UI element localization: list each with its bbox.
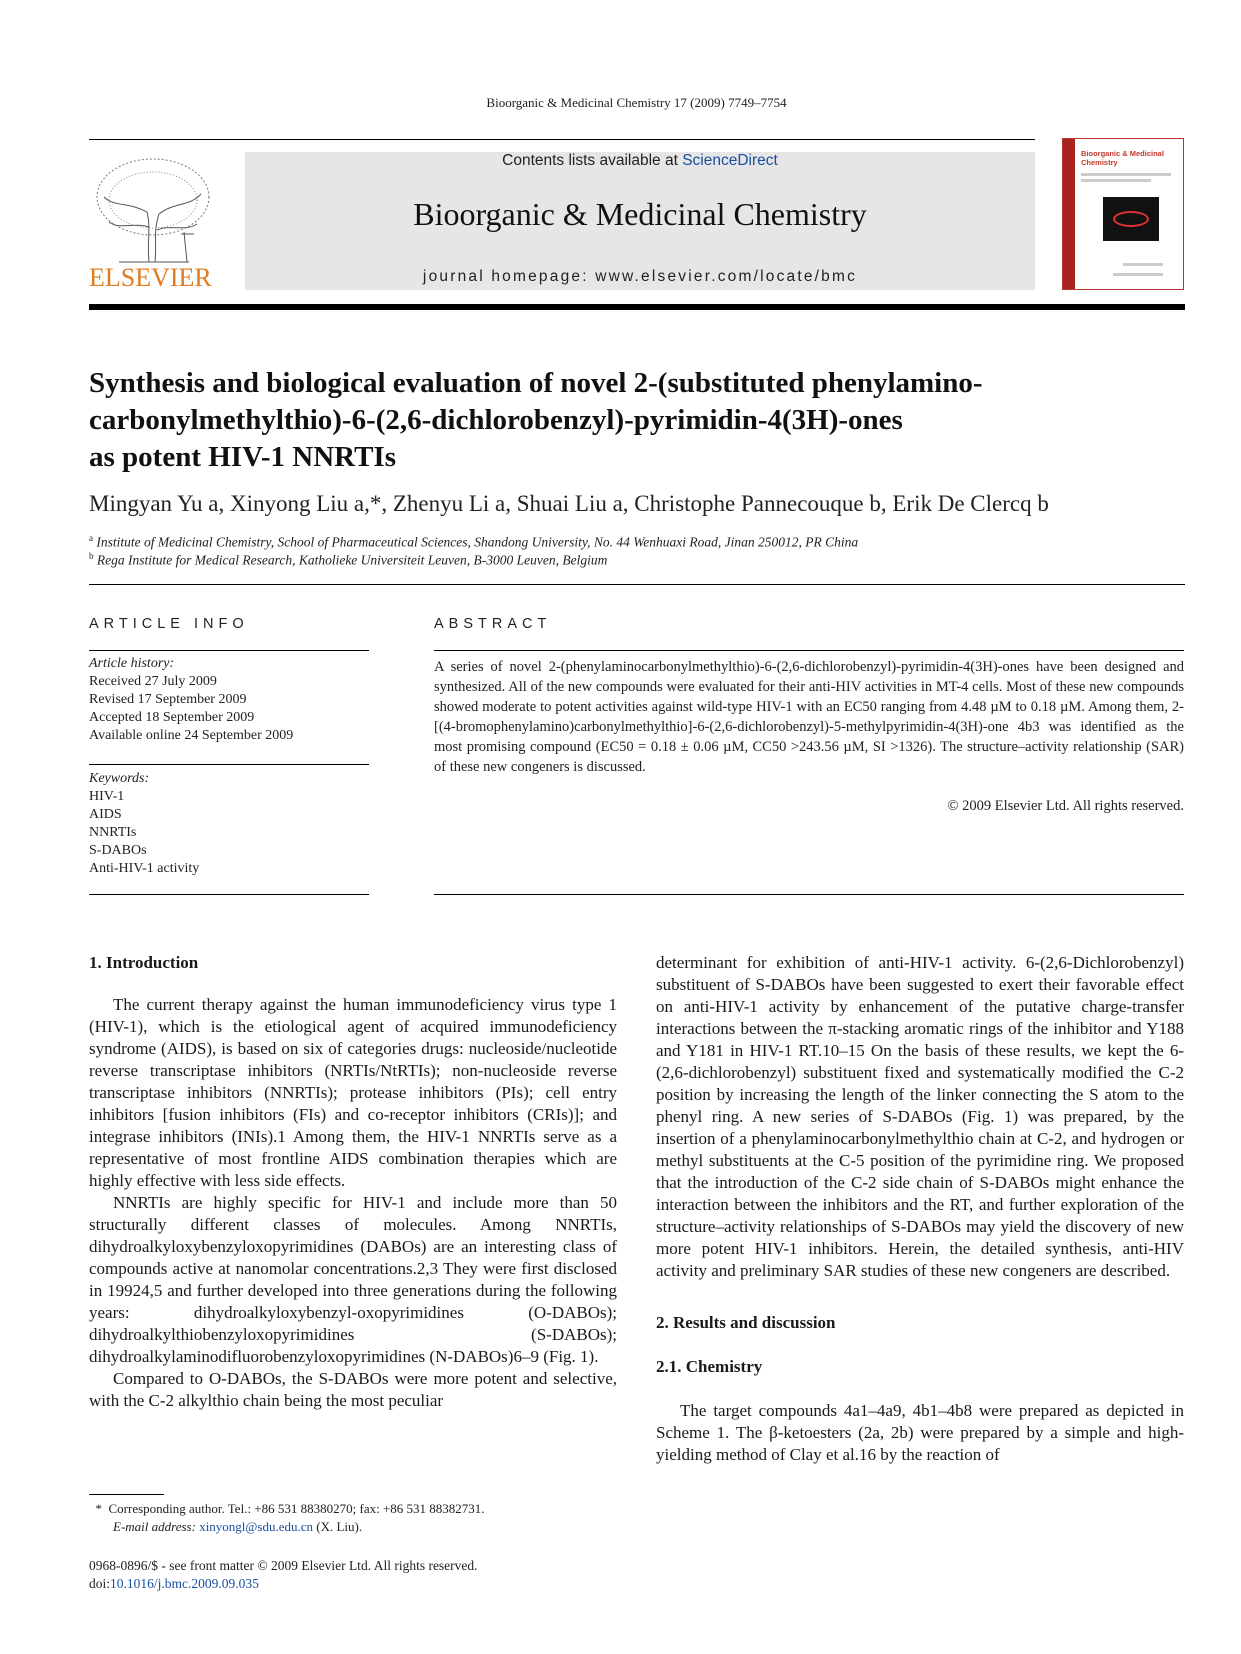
corresponding-author-note: * Corresponding author. Tel.: +86 531 88380270; fax: +86 531 88382731. E-mail address: xinyongl@sdu.edu.cn (X. Liu).	[89, 1501, 485, 1534]
article-title: Synthesis and biological evaluation of novel 2-(substituted phenylamino- carbonylmethylthio)-6-(2,6-dichlorobenzyl)-pyrimidin-4(3H)-ones as potent HIV-1 NNRTIs	[89, 367, 983, 473]
keyword: HIV-1	[89, 789, 125, 804]
issn-doi-footer: 0968-0896/$ - see front matter © 2009 Elsevier Ltd. All rights reserved. doi:10.1016/j.bmc.2009.09.035	[89, 1558, 478, 1591]
doi-link[interactable]: 10.1016/j.bmc.2009.09.035	[110, 1576, 259, 1591]
author-list: Mingyan Yu a, Xinyong Liu a,*, Zhenyu Li a, Shuai Liu a, Christophe Pannecouque b, Erik De Clercq b	[89, 491, 1049, 516]
keyword: AIDS	[89, 807, 122, 822]
publisher-name: ELSEVIER	[89, 263, 212, 292]
left-column	[89, 952, 617, 1412]
email-link[interactable]: xinyongl@sdu.edu.cn	[199, 1519, 313, 1534]
affiliation-b: $^b$ Rega Institute for Medical Research, Katholieke Universiteit Leuven, B-3000 Leuven, Belgium	[89, 551, 608, 568]
header-thick-rule	[89, 304, 1185, 310]
abstract-text: A series of novel 2-(phenylaminocarbonylmethylthio)-6-(2,6-dichlorobenzyl)-pyrimidin-4(3H)-ones have been designed and synthesized. All of the new compounds were evaluated for their anti-HIV activities in MT-4 cells. Most of these new compounds showed moderate to potent activities against wild-type HIV-1 with an EC50 ranging from 4.48 µM to 0.18 µM. Among them, 2-[(4-bromophenylamino)carbonylmethylthio]-6-(2,6-dichlorobenzyl)-5-methylpyrimidin-4(3H)-one 4b3 was identified as the most promising compound (EC50 = 0.18 ± 0.06 µM, CC50 >243.56 µM, SI >1326). The structure–activity relationship (SAR) of these new congeners is discussed.	[434, 659, 1184, 775]
cover-title: Bioorganic & Medicinal Chemistry	[1081, 149, 1164, 167]
paragraph: Compared to O-DABOs, the S-DABOs were more potent and selective, with the C-2 alkylthio chain being the most peculiar	[89, 1369, 617, 1410]
section-heading-introduction: 1. Introduction	[89, 953, 199, 972]
abstract-heading: ABSTRACT	[434, 616, 552, 632]
paragraph: The target compounds 4a1–4a9, 4b1–4b8 were prepared as depicted in Scheme 1. The β-ketoesters (2a, 2b) were prepared by a simple and high-yielding method of Clay et al.16 by the reaction of	[656, 1401, 1184, 1464]
paragraph: The current therapy against the human immunodeficiency virus type 1 (HIV-1), which is the etiological agent of acquired immunodeficiency syndrome (AIDS), is based on six of categories drugs: nucleoside/nucleotide reverse transcriptase inhibitors (NRTIs/NtRTIs); non-nucleoside reverse transcriptase inhibitors (NNRTIs); protease inhibitors (PIs); cell entry inhibitors [fusion inhibitors (FIs) and co-receptor inhibitors (CRIs)]; and integrase inhibitors (INIs).1 Among them, the HIV-1 NNRTIs serve as a representative of most frontline AIDS combination therapies which are highly effective with less side effects.	[89, 995, 617, 1190]
journal-cover-image	[1062, 138, 1184, 290]
subsection-heading-chemistry: 2.1. Chemistry	[656, 1357, 763, 1376]
elsevier-tree-icon	[89, 152, 219, 292]
divider	[434, 650, 1184, 651]
section-heading-results: 2. Results and discussion	[656, 1313, 836, 1332]
elsevier-logo	[89, 152, 219, 292]
keyword: S-DABOs	[89, 843, 147, 858]
contents-line: Contents lists available at ScienceDirect	[502, 152, 778, 169]
keyword: Anti-HIV-1 activity	[89, 861, 200, 876]
keyword: NNRTIs	[89, 825, 137, 840]
paragraph: determinant for exhibition of anti-HIV-1 activity. 6-(2,6-Dichlorobenzyl) substituent of S-DABOs have been suggested to exert their favorable effect on anti-HIV-1 activity by enhancement of the putative charge-transfer interactions between the π-stacking aromatic rings of the inhibitor and Y188 and Y181 in HIV-1 RT.10–15 On the basis of these results, we kept the 6-(2,6-dichlorobenzyl) substituent fixed and systematically modified the C-2 position by increasing the length of the linker connecting the S atom to the phenyl ring. A new series of S-DABOs (Fig. 1) was prepared, by the insertion of a phenylaminocarbonylmethylthio chain at C-2, and hydrogen or methyl substituents at the C-5 position of the pyrimidine ring. We proposed that the introduction of the C-2 side chain of S-DABOs might enhance the interaction between the inhibitors and the RT, and further exploration of the structure–activity relationships of S-DABOs may yield the discovery of new more potent HIV-1 inhibitors. Herein, the detailed synthesis, anti-HIV activity and preliminary SAR studies of these new congeners are described.	[656, 953, 1184, 1280]
divider	[434, 894, 1184, 895]
divider	[89, 584, 1185, 585]
article-history: Article history: Received 27 July 2009 Revised 17 September 2009 Accepted 18 September 2009 Available online 24 September 2009	[89, 656, 294, 743]
divider	[89, 650, 369, 651]
right-column	[656, 952, 1184, 1466]
affiliation-a: $^a$ Institute of Medicinal Chemistry, School of Pharmaceutical Sciences, Shandong University, No. 44 Wenhuaxi Road, Jinan 250012, PR China	[89, 533, 859, 550]
paragraph: NNRTIs are highly specific for HIV-1 and include more than 50 structurally different classes of molecules. Among NNRTIs, dihydroalkyloxybenzyloxopyrimidines (DABOs) are an interesting class of compounds active at nanomolar concentrations.2,3 They were first disclosed in 19924,5 and further developed into three generations during the following years: dihydroalkyloxybenzyl-oxopyrimidines (O-DABOs); dihydroalkylthiobenzyloxopyrimidines (S-DABOs); dihydroalkylaminodifluorobenzyloxopyrimidines (N-DABOs)6–9 (Fig. 1).	[89, 1193, 617, 1366]
article-info-heading: ARTICLE INFO	[89, 616, 249, 632]
footnote-rule	[89, 1494, 164, 1495]
journal-citation: Bioorganic & Medicinal Chemistry 17 (2009) 7749–7754	[486, 95, 787, 110]
keywords-list: Keywords: HIV-1 AIDS NNRTIs S-DABOs Anti-HIV-1 activity	[89, 770, 369, 878]
divider	[89, 764, 369, 765]
sciencedirect-link[interactable]: ScienceDirect	[682, 152, 778, 169]
abstract-copyright: © 2009 Elsevier Ltd. All rights reserved.	[947, 798, 1184, 814]
header-rule	[89, 139, 1035, 140]
journal-name: Bioorganic & Medicinal Chemistry	[413, 196, 867, 232]
divider	[89, 894, 369, 895]
journal-homepage-link[interactable]: journal homepage: www.elsevier.com/locate/bmc	[422, 268, 858, 285]
journal-banner	[245, 152, 1035, 290]
